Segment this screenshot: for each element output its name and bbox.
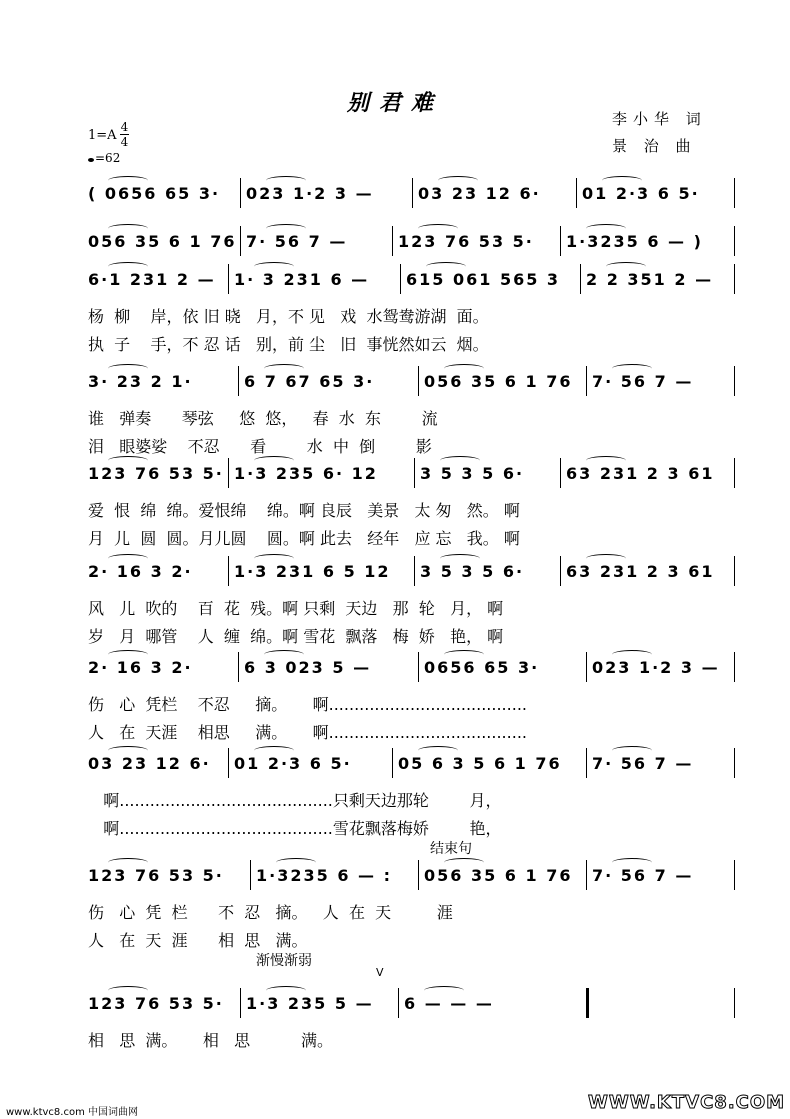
bar-line <box>418 366 419 396</box>
bar-line <box>398 988 399 1018</box>
bar-line <box>734 652 735 682</box>
bar-line <box>734 556 735 586</box>
bar-line <box>586 748 587 778</box>
bar-line <box>734 988 735 1018</box>
lyric-line: 泪 眼婆娑 不忍 看 水 中 倒 影 <box>88 437 432 456</box>
bar-line <box>734 264 735 294</box>
lyric-line: 执 子 手，不 忍 话 别，前 尘 旧 事恍然如云 烟。 <box>88 335 489 354</box>
measure: 123 76 53 5· <box>88 464 224 483</box>
slur-mark <box>438 176 478 185</box>
slur-mark <box>264 650 304 659</box>
measure: 01 2·3 6 5· <box>582 184 700 203</box>
measure: 1·3 235 6· 12 <box>234 464 378 483</box>
slur-mark <box>602 176 642 185</box>
lyric-line: 风 儿 吹的 百 花 残。啊 只剩 天边 那 轮 月， 啊 <box>88 599 504 618</box>
measure: 023 1·2 3 — <box>592 658 720 677</box>
composer-credit: 景 治 曲 <box>612 137 697 155</box>
slur-mark <box>108 746 148 755</box>
lyric-line: 啊..........................................雪花飘落梅娇 艳， <box>88 819 502 838</box>
measure: 7· 56 7 — <box>592 866 694 885</box>
measure: 6 — — — <box>404 994 494 1013</box>
measure: 6 7 67 65 3· <box>244 372 375 391</box>
bar-line <box>418 860 419 890</box>
slur-mark <box>266 224 306 233</box>
bar-line <box>414 556 415 586</box>
lyric-line: 人 在 天 涯 相 思 满。 <box>88 931 308 950</box>
measure: 3· 23 2 1· <box>88 372 193 391</box>
measure: 1·3235 6 — : <box>256 866 392 885</box>
song-title: 别君难 <box>346 90 443 116</box>
bar-line <box>240 226 241 256</box>
bar-line <box>586 366 587 396</box>
breath-mark: V <box>376 966 384 979</box>
time-signature: 4 4 <box>120 120 129 149</box>
bar-line <box>734 458 735 488</box>
lyric-line: 杨 柳 岸，依 旧 晓 月，不 见 戏 水鸳鸯游湖 面。 <box>88 307 489 326</box>
measure: 2 2 351 2 — <box>586 270 714 289</box>
lyricist-credit: 李小华 词 <box>612 110 707 128</box>
slur-mark <box>108 986 148 995</box>
bar-line <box>560 458 561 488</box>
slur-mark <box>586 224 626 233</box>
slur-mark <box>586 456 626 465</box>
bar-line <box>392 226 393 256</box>
measure: 03 23 12 6· <box>88 754 211 773</box>
measure: 056 35 6 1 76 <box>424 866 573 885</box>
bar-line <box>560 556 561 586</box>
measure: 056 35 6 1 76 <box>88 232 237 251</box>
slur-mark <box>108 650 148 659</box>
measure: 7· 56 7 — <box>246 232 348 251</box>
slur-mark <box>266 986 306 995</box>
lyric-line: 人 在 天涯 相思 满。 啊....................................... <box>88 723 527 742</box>
measure: 1· 3 231 6 — <box>234 270 370 289</box>
bar-line <box>412 178 413 208</box>
slur-mark <box>254 746 294 755</box>
slur-mark <box>264 364 304 373</box>
measure: 6·1 231 2 — <box>88 270 216 289</box>
measure: ( 0656 65 3· <box>88 184 221 203</box>
measure: 123 76 53 5· <box>88 866 224 885</box>
measure: 6 3 023 5 — <box>244 658 372 677</box>
measure: 3 5 3 5 6· <box>420 562 525 581</box>
slur-mark <box>108 554 148 563</box>
score-system <box>0 953 790 1098</box>
slur-mark <box>266 176 306 185</box>
quarter-note-icon <box>88 158 94 162</box>
slur-mark <box>108 364 148 373</box>
measure: 63 231 2 3 61 <box>566 562 715 581</box>
measure: 05 6 3 5 6 1 76 <box>398 754 562 773</box>
score-system <box>0 264 790 374</box>
measure: 2· 16 3 2· <box>88 658 193 677</box>
slur-mark <box>606 262 646 271</box>
slur-mark <box>426 262 466 271</box>
slur-mark <box>586 554 626 563</box>
bar-line <box>240 988 241 1018</box>
slur-mark <box>440 456 480 465</box>
lyric-line: 月 儿 圆 圆。月儿圆 圆。啊 此去 经年 应 忘 我。 啊 <box>88 529 520 548</box>
measure: 7· 56 7 — <box>592 754 694 773</box>
score-system <box>0 458 790 568</box>
footer-right-logo: WWW.KTVC8.COM <box>588 1092 786 1113</box>
bar-line <box>586 860 587 890</box>
slur-mark <box>254 456 294 465</box>
slur-mark <box>108 262 148 271</box>
slur-mark <box>444 364 484 373</box>
bar-line <box>228 748 229 778</box>
slur-mark <box>254 262 294 271</box>
slur-mark <box>612 364 652 373</box>
lyric-line: 爱 恨 绵 绵。爱恨绵 绵。啊 良辰 美景 太 匆 然。 啊 <box>88 501 520 520</box>
slur-mark <box>108 224 148 233</box>
bar-line <box>392 748 393 778</box>
bar-line <box>734 860 735 890</box>
slur-mark <box>444 858 484 867</box>
performance-annotation: 渐慢渐弱 <box>256 953 312 969</box>
lyric-line: 伤 心 凭栏 不忍 摘。 啊....................................... <box>88 695 527 714</box>
bar-line <box>580 264 581 294</box>
measure: 056 35 6 1 76 <box>424 372 573 391</box>
footer-left-watermark: www.ktvc8.com 中国词曲网 <box>6 1107 139 1118</box>
slur-mark <box>108 858 148 867</box>
bar-line <box>734 226 735 256</box>
bar-line <box>734 366 735 396</box>
slur-mark <box>424 986 464 995</box>
measure: 1·3 231 6 5 12 <box>234 562 391 581</box>
slur-mark <box>444 650 484 659</box>
measure: 03 23 12 6· <box>418 184 541 203</box>
lyric-line: 伤 心 凭 栏 不 忍 摘。 人 在 天 涯 <box>88 903 453 922</box>
bar-line <box>576 178 577 208</box>
slur-mark <box>254 554 294 563</box>
bar-line <box>228 264 229 294</box>
slur-mark <box>418 746 458 755</box>
measure: 1·3 235 5 — <box>246 994 374 1013</box>
lyric-line: 岁 月 哪管 人 缠 绵。啊 雪花 飘落 梅 娇 艳， 啊 <box>88 627 504 646</box>
bar-line <box>414 458 415 488</box>
bar-line <box>238 366 239 396</box>
measure: 0656 65 3· <box>424 658 540 677</box>
bar-line <box>240 178 241 208</box>
bar-line <box>586 988 589 1018</box>
bar-line <box>418 652 419 682</box>
bar-line <box>228 458 229 488</box>
measure: 01 2·3 6 5· <box>234 754 352 773</box>
measure: 1·3235 6 — ) <box>566 232 703 251</box>
measure: 123 76 53 5· <box>398 232 534 251</box>
slur-mark <box>108 456 148 465</box>
lyric-line: 相 思 满。 相 思 满。 <box>88 1031 333 1050</box>
bar-line <box>560 226 561 256</box>
lyric-line: 谁 弹奏 琴弦 悠 悠， 春 水 东 流 <box>88 409 438 428</box>
lyric-line: 啊..........................................只剩天边那轮 月， <box>88 791 502 810</box>
slur-mark <box>418 224 458 233</box>
measure: 3 5 3 5 6· <box>420 464 525 483</box>
performance-annotation: 结束句 <box>430 841 472 857</box>
measure: 123 76 53 5· <box>88 994 224 1013</box>
bar-line <box>250 860 251 890</box>
measure: 615 061 565 3 <box>406 270 561 289</box>
measure: 023 1·2 3 — <box>246 184 374 203</box>
bar-line <box>586 652 587 682</box>
slur-mark <box>276 858 316 867</box>
slur-mark <box>612 858 652 867</box>
measure: 7· 56 7 — <box>592 372 694 391</box>
bar-line <box>734 178 735 208</box>
measure: 63 231 2 3 61 <box>566 464 715 483</box>
bar-line <box>238 652 239 682</box>
key-signature: 1=A <box>88 128 117 143</box>
bar-line <box>228 556 229 586</box>
slur-mark <box>612 650 652 659</box>
slur-mark <box>612 746 652 755</box>
tempo-marking: =62 <box>88 151 120 165</box>
bar-line <box>400 264 401 294</box>
measure: 2· 16 3 2· <box>88 562 193 581</box>
bar-line <box>734 748 735 778</box>
score-system <box>0 748 790 858</box>
slur-mark <box>108 176 148 185</box>
slur-mark <box>440 554 480 563</box>
score-system <box>0 841 790 970</box>
